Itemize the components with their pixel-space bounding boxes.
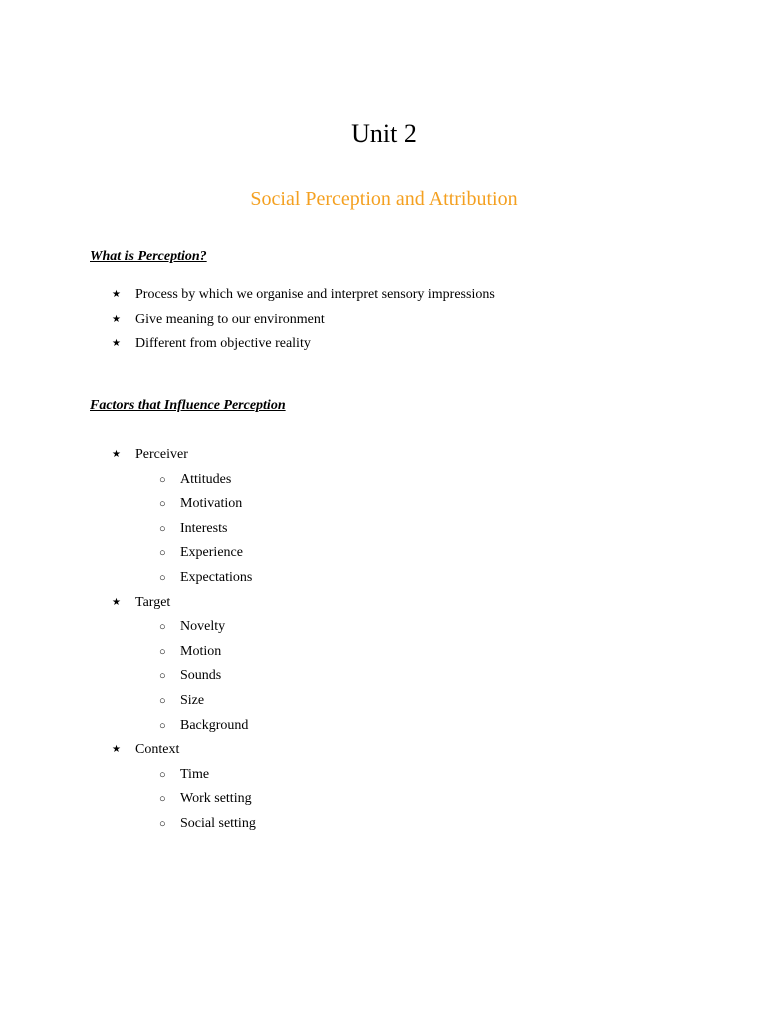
- circle-bullet-icon: ○: [159, 793, 166, 806]
- star-bullet-icon: ★: [112, 289, 121, 300]
- sub-item-text: Motion: [180, 643, 222, 659]
- sub-item-text: Expectations: [180, 569, 253, 585]
- circle-bullet-icon: ○: [159, 670, 166, 683]
- factor-label: Perceiver: [135, 447, 188, 462]
- sub-item-text: Social setting: [180, 815, 256, 831]
- circle-bullet-icon: ○: [159, 719, 166, 732]
- sub-item-text: Size: [180, 692, 205, 708]
- star-bullet-icon: ★: [112, 338, 121, 350]
- circle-bullet-icon: ○: [159, 817, 166, 830]
- factor-label: Target: [135, 594, 171, 610]
- circle-bullet-icon: ○: [159, 571, 166, 584]
- sub-item-text: Background: [180, 717, 249, 733]
- star-bullet-icon: ★: [112, 313, 121, 325]
- sub-item-text: Motivation: [180, 496, 243, 512]
- sub-item-text: Attitudes: [180, 471, 232, 487]
- circle-bullet-icon: ○: [159, 473, 166, 486]
- sub-item-text: Interests: [180, 520, 228, 536]
- list-item-text: Give meaning to our environment: [135, 311, 325, 327]
- section-heading-factors: Factors that Influence Perception: [90, 398, 286, 413]
- factor-label: Context: [135, 742, 180, 758]
- document-title: Unit 2: [351, 119, 417, 148]
- circle-bullet-icon: ○: [159, 547, 166, 560]
- star-bullet-icon: ★: [112, 744, 121, 756]
- circle-bullet-icon: ○: [159, 768, 166, 781]
- circle-bullet-icon: ○: [159, 621, 166, 634]
- circle-bullet-icon: ○: [159, 645, 166, 658]
- circle-bullet-icon: ○: [159, 498, 166, 511]
- sub-item-text: Work setting: [180, 791, 252, 807]
- star-bullet-icon: ★: [112, 596, 121, 608]
- sub-item-text: Experience: [180, 545, 243, 561]
- star-bullet-icon: ★: [112, 449, 121, 460]
- section-heading-what-is-perception: What is Perception?: [90, 249, 207, 264]
- document-subtitle: Social Perception and Attribution: [250, 188, 518, 210]
- list-item-text: Process by which we organise and interpret sensory impressions: [135, 287, 495, 302]
- circle-bullet-icon: ○: [159, 694, 166, 707]
- circle-bullet-icon: ○: [159, 522, 166, 535]
- sub-item-text: Sounds: [180, 668, 222, 684]
- sub-item-text: Novelty: [180, 619, 226, 635]
- list-item-text: Different from objective reality: [135, 336, 311, 352]
- sub-item-text: Time: [180, 766, 210, 782]
